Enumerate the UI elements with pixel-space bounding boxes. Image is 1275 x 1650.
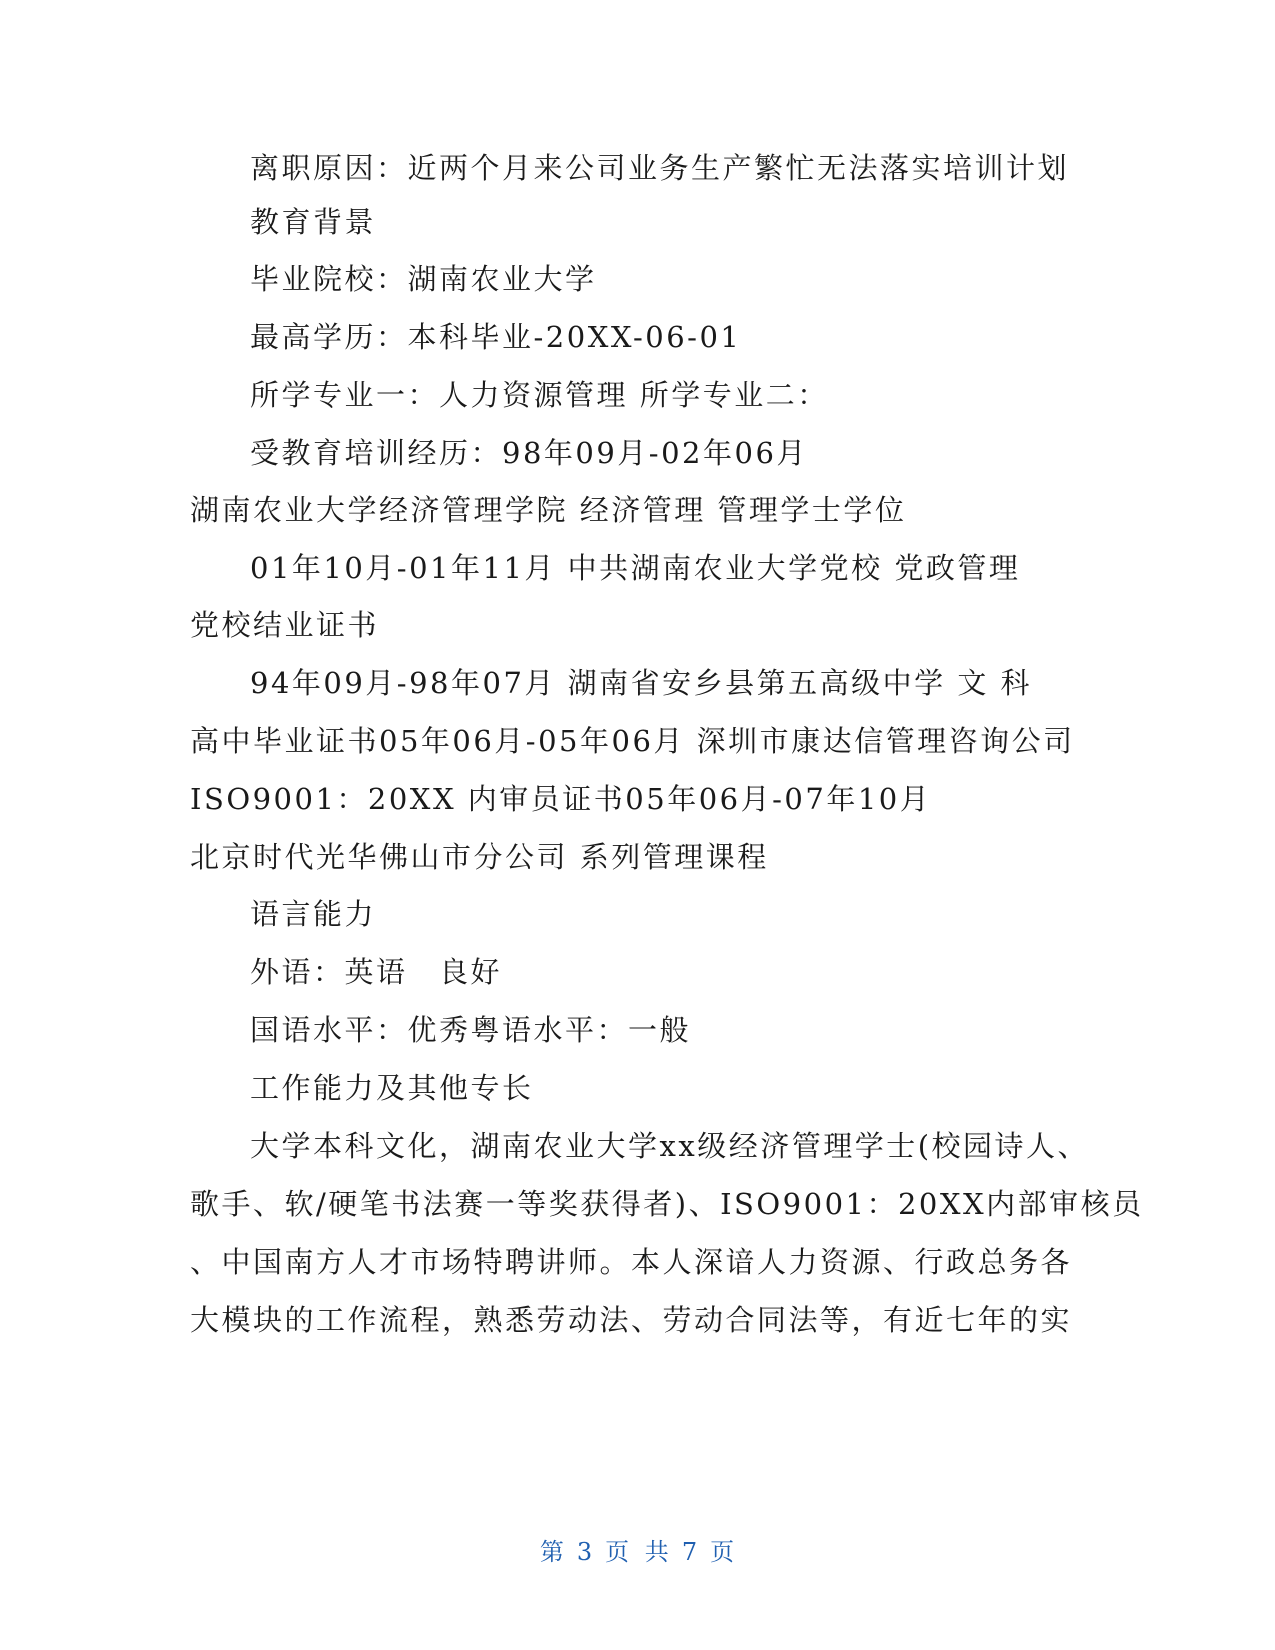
footer-suffix: 页 [710,1538,736,1566]
text-line-foreign-language: 外语：英语 良好 [250,955,503,989]
section-heading-language: 语言能力 [250,897,377,931]
current-page-number: 3 [576,1538,594,1566]
text-line-training-4: 高中毕业证书05年06月-05年06月 深圳市康达信管理咨询公司 [190,724,1075,758]
text-line-majors: 所学专业一：人力资源管理 所学专业二： [250,378,829,412]
text-line-training-2: 01年10月-01年11月 中共湖南农业大学党校 党政管理 [250,551,1021,585]
text-line-training-5: ISO9001：20XX 内审员证书05年06月-07年10月 [190,782,932,816]
page-footer [0,1532,1275,1567]
paragraph-line-4: 大模块的工作流程，熟悉劳动法、劳动合同法等，有近七年的实 [190,1303,1073,1337]
text-line-training-1: 湖南农业大学经济管理学院 经济管理 管理学士学位 [190,493,907,527]
paragraph-line-3: 、中国南方人才市场特聘讲师。本人深谙人力资源、行政总务各 [190,1245,1073,1279]
text-line-training-6: 北京时代光华佛山市分公司 系列管理课程 [190,840,769,874]
paragraph-line-2: 歌手、软/硬笔书法赛一等奖获得者)、ISO9001：20XX内部审核员 [190,1187,1144,1221]
footer-prefix: 第 [539,1538,565,1566]
text-line-training-2-cert: 党校结业证书 [190,608,380,642]
text-line-mandarin-cantonese: 国语水平：优秀粤语水平：一般 [250,1013,692,1047]
text-line-departure-reason: 离职原因：近两个月来公司业务生产繁忙无法落实培训计划 [250,151,1070,185]
section-heading-skills: 工作能力及其他专长 [250,1071,534,1105]
total-pages-number: 7 [681,1538,699,1566]
text-line-degree: 最高学历：本科毕业-20XX-06-01 [250,320,742,354]
paragraph-line-1: 大学本科文化，湖南农业大学xx级经济管理学士(校园诗人、 [250,1129,1090,1163]
text-line-school: 毕业院校：湖南农业大学 [250,262,597,296]
text-line-training-history: 受教育培训经历：98年09月-02年06月 [250,436,808,470]
text-line-training-3: 94年09月-98年07月 湖南省安乡县第五高级中学 文 科 [250,666,1033,700]
footer-middle: 页 共 [605,1538,670,1566]
section-heading-education: 教育背景 [250,205,377,239]
